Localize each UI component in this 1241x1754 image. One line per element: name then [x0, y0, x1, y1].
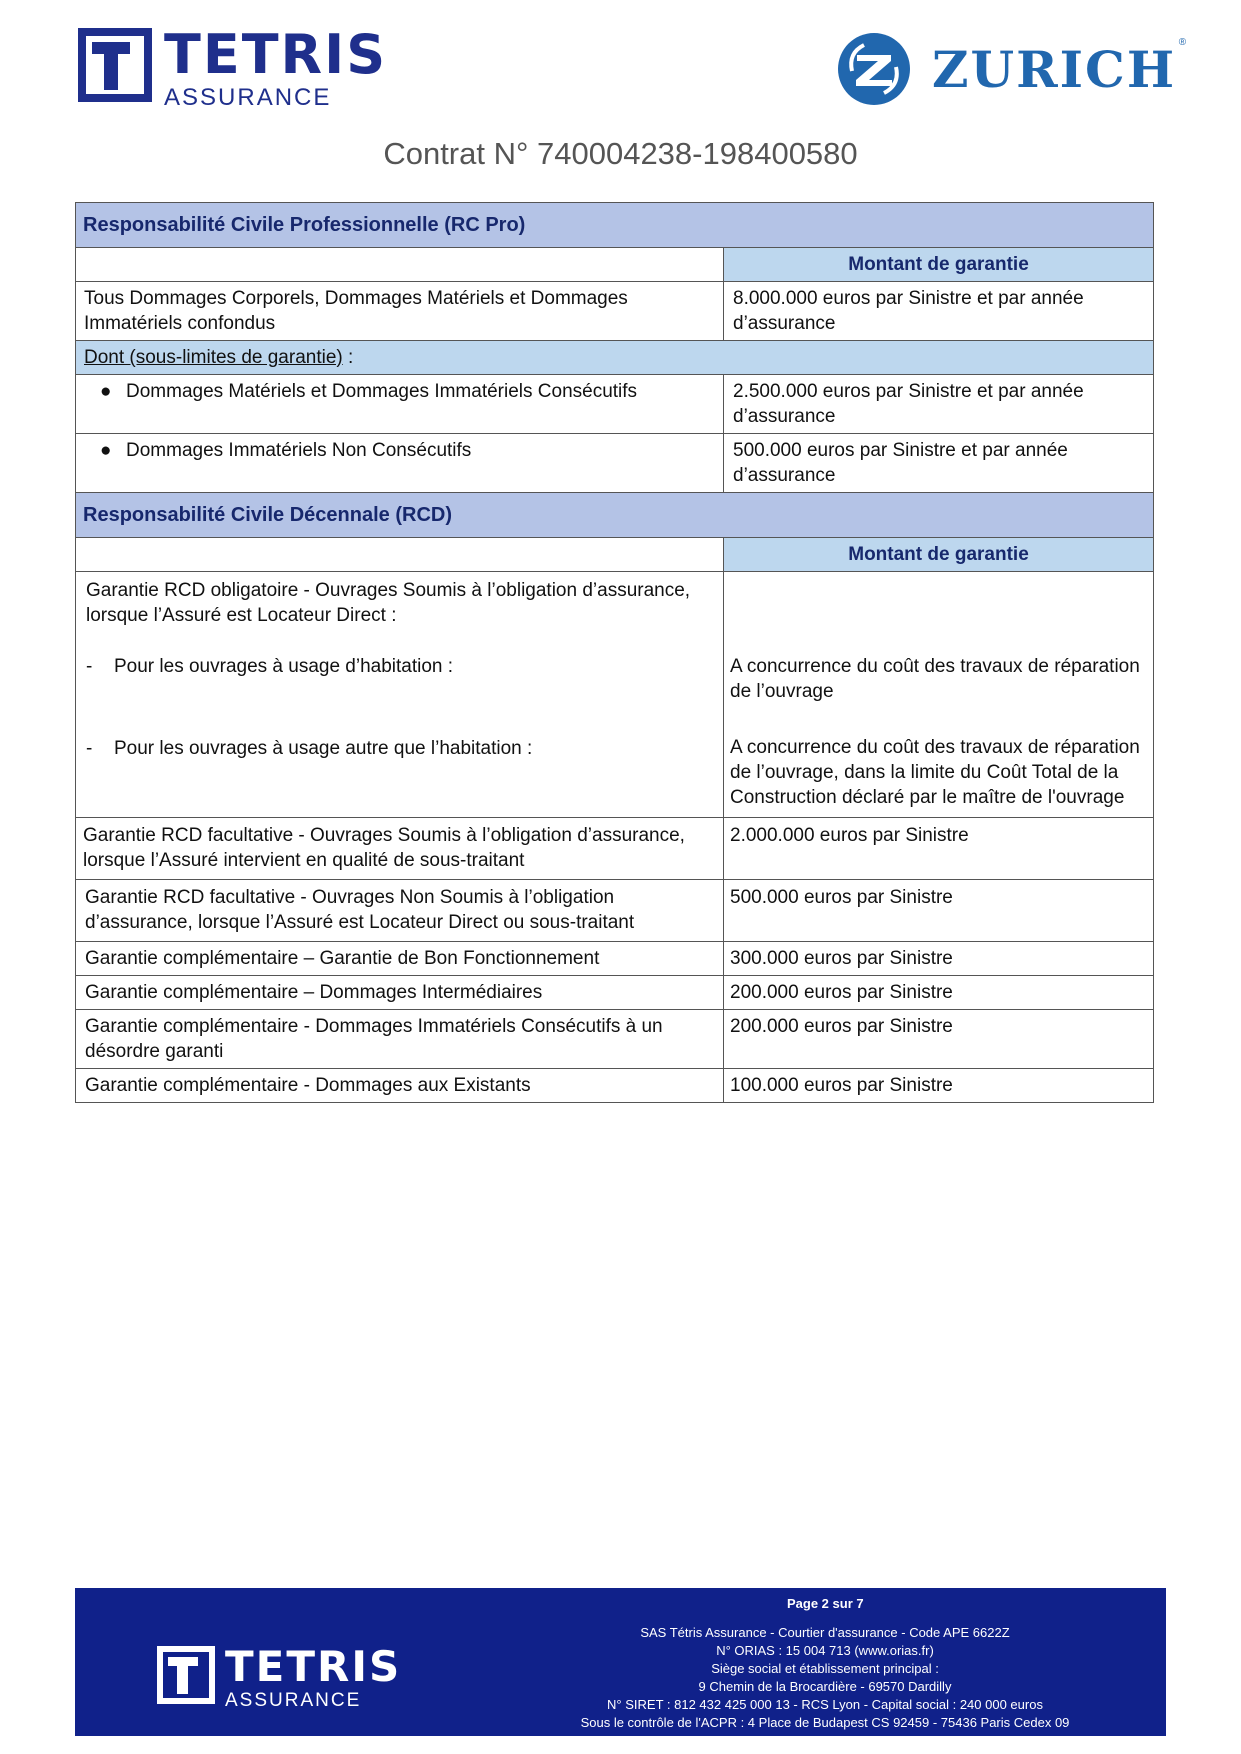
- row-label: Garantie complémentaire – Dommages Intermédiaires: [76, 976, 724, 1010]
- dash-item-label: Pour les ouvrages à usage d’habitation :: [114, 656, 454, 677]
- rc-pro-title: Responsabilité Civile Professionnelle (RC Pro): [76, 203, 1154, 248]
- footer-tetris-logo: [157, 1642, 402, 1712]
- rc-pro-column-header: [76, 248, 1154, 282]
- table-row: [76, 818, 1154, 880]
- row-amount: 300.000 euros par Sinistre: [724, 942, 1154, 976]
- row-label: Tous Dommages Corporels, Dommages Matériels et Dommages Immatériels confondus: [76, 282, 724, 341]
- dash-item: [86, 654, 713, 679]
- sub-limits-cell: [76, 341, 1154, 375]
- bullet-row-label: [76, 375, 724, 434]
- rcd-column-header: [76, 538, 1154, 572]
- footer-logo-tagline: ASSURANCE: [225, 1690, 362, 1711]
- footer-line: N° ORIAS : 15 004 713 (www.orias.fr): [716, 1643, 934, 1658]
- row-amount: 2.500.000 euros par Sinistre et par année d’assurance: [724, 375, 1154, 434]
- tetris-logo-name: TETRIS: [164, 23, 388, 86]
- bullet-icon: ●: [100, 381, 112, 402]
- dash-marker: -: [86, 738, 93, 759]
- rcd-amount-header: Montant de garantie: [724, 538, 1154, 572]
- sub-limits-suffix: :: [342, 347, 354, 368]
- rc-pro-amount-header: Montant de garantie: [724, 248, 1154, 282]
- row-amount: A concurrence du coût des travaux de réparation de l’ouvrage, dans la limite du Coût Total de la Construction déclaré par le maître de l'ouvrage: [730, 737, 1140, 808]
- contract-title: Contrat N° 740004238-198400580: [383, 136, 858, 171]
- row-label: Dommages Matériels et Dommages Immatériels Consécutifs: [126, 381, 638, 402]
- zurich-registered-mark: ®: [1178, 37, 1187, 48]
- row-label: Garantie RCD facultative - Ouvrages Soumis à l’obligation d’assurance, lorsque l’Assuré intervient en qualité de sous-traitant: [76, 818, 724, 880]
- footer-line: 9 Chemin de la Brocardière - 69570 Dardilly: [698, 1679, 952, 1694]
- row-amount: 2.000.000 euros par Sinistre: [724, 818, 1154, 880]
- row-amount: 500.000 euros par Sinistre: [724, 880, 1154, 942]
- row-amount: A concurrence du coût des travaux de réparation de l’ouvrage: [730, 656, 1140, 702]
- row-amount: 8.000.000 euros par Sinistre et par année d’assurance: [724, 282, 1154, 341]
- page-number: Page 2 sur 7: [787, 1596, 864, 1611]
- tetris-assurance-logo: [78, 23, 388, 111]
- empty-cell: [76, 538, 724, 572]
- tetris-logo-mark-icon: [78, 28, 152, 102]
- dash-item-label: Pour les ouvrages à usage autre que l’habitation :: [114, 738, 533, 759]
- zurich-z-icon: [838, 33, 910, 105]
- row-label: Dommages Immatériels Non Consécutifs: [126, 440, 472, 461]
- row-amount: 100.000 euros par Sinistre: [724, 1069, 1154, 1103]
- sub-limits-row: [76, 341, 1154, 375]
- rcd-obligatoire-amounts: [724, 572, 1154, 818]
- rc-pro-section-header: [76, 203, 1154, 248]
- table-row: [76, 375, 1154, 434]
- footer-line: Siège social et établissement principal :: [711, 1661, 939, 1676]
- table-row: [76, 434, 1154, 493]
- empty-cell: [76, 248, 724, 282]
- row-label: Garantie complémentaire – Garantie de Bon Fonctionnement: [76, 942, 724, 976]
- footer-logo-name: TETRIS: [225, 1642, 402, 1691]
- rcd-section-header: [76, 493, 1154, 538]
- footer-line: N° SIRET : 812 432 425 000 13 - RCS Lyon - Capital social : 240 000 euros: [607, 1697, 1043, 1712]
- dash-item: [86, 736, 713, 761]
- rcd-obligatoire-row: [76, 572, 1154, 818]
- row-amount: 200.000 euros par Sinistre: [724, 1010, 1154, 1069]
- table-row: [76, 1010, 1154, 1069]
- table-row: [76, 942, 1154, 976]
- bullet-row-label: [76, 434, 724, 493]
- zurich-logo: [838, 33, 1187, 105]
- dash-marker: -: [86, 656, 93, 677]
- rcd-obligatoire-labels: [76, 572, 724, 818]
- row-label: Garantie complémentaire - Dommages Immatériels Consécutifs à un désordre garanti: [76, 1010, 724, 1069]
- coverage-table: [75, 202, 1154, 1103]
- footer-line: SAS Tétris Assurance - Courtier d'assurance - Code APE 6622Z: [640, 1625, 1010, 1640]
- footer-tetris-mark-icon: [157, 1646, 215, 1704]
- row-amount: 200.000 euros par Sinistre: [724, 976, 1154, 1010]
- tetris-logo-tagline: ASSURANCE: [164, 84, 332, 111]
- page-footer: [75, 1588, 1166, 1736]
- row-amount: 500.000 euros par Sinistre et par année d’assurance: [724, 434, 1154, 493]
- table-row: [76, 1069, 1154, 1103]
- sub-limits-label: Dont (sous-limites de garantie): [84, 347, 343, 368]
- zurich-logo-name: ZURICH: [932, 39, 1177, 99]
- rcd-title: Responsabilité Civile Décennale (RCD): [76, 493, 1154, 538]
- footer-line: Sous le contrôle de l'ACPR : 4 Place de Budapest CS 92459 - 75436 Paris Cedex 09: [580, 1715, 1070, 1730]
- footer-company-info: [545, 1624, 1105, 1732]
- table-row: [76, 880, 1154, 942]
- rcd-obligatoire-intro: Garantie RCD obligatoire - Ouvrages Soumis à l’obligation d’assurance, lorsque l’Assuré est Locateur Direct :: [86, 580, 691, 626]
- table-row: [76, 976, 1154, 1010]
- row-label: Garantie RCD facultative - Ouvrages Non Soumis à l’obligation d’assurance, lorsque l’Assuré est Locateur Direct ou sous-traitant: [76, 880, 724, 942]
- bullet-icon: ●: [100, 440, 112, 461]
- table-row: [76, 282, 1154, 341]
- row-label: Garantie complémentaire - Dommages aux Existants: [76, 1069, 724, 1103]
